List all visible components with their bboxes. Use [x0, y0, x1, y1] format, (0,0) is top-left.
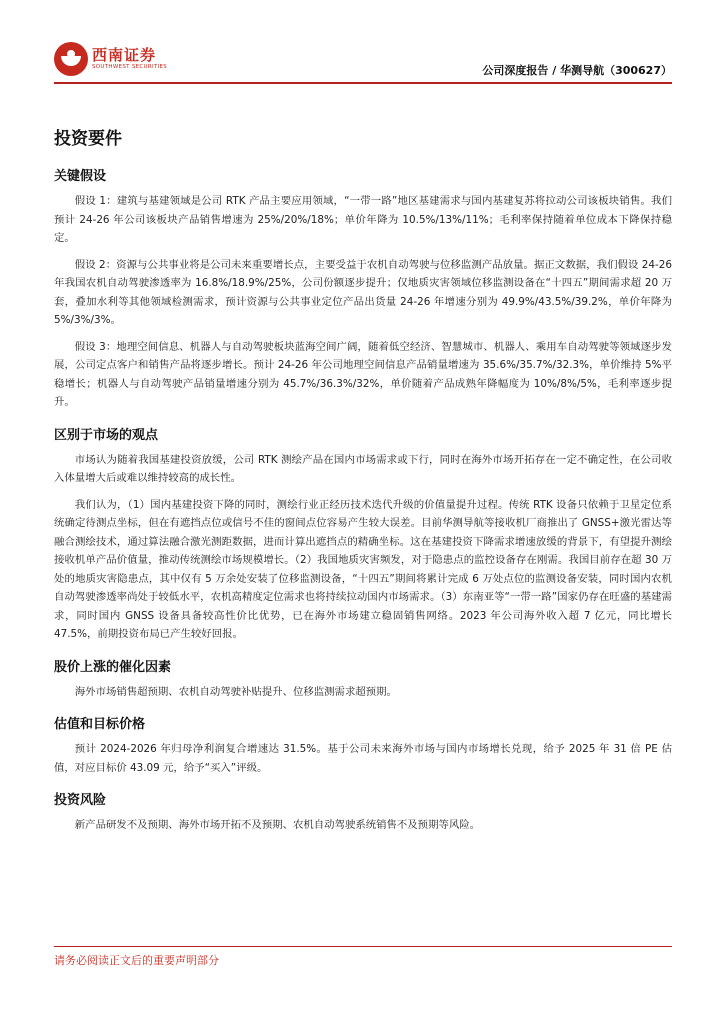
risks-paragraph: 新产品研发不及预期、海外市场开拓不及预期、农机自动驾驶系统销售不及预期等风险。: [74, 819, 481, 831]
section-heading: 股价上涨的催化因素: [54, 659, 172, 675]
assumption-3-paragraph: 假设 3：地理空间信息、机器人与自动驾驶板块蓝海空间广阔，随着低空经济、智慧城市、机器人、乘用车自动驾驶等领域逐步发展，公司定点客户和销售产品将逐步增长。预计 24-26 年公司地理空间信息产品销量增速为 35.6%/35.7%/32.3%，单价维持 5%平稳增长；机器人与自动驾驶产品销量增速分别为 45.7%/36.3%/32%，单价随着产品成熟年降幅度为 10%/8%/5%，毛利率逐步提升。: [54, 340, 672, 408]
section-risks: [54, 789, 672, 835]
market-view-paragraph: 市场认为随着我国基建投资放缓，公司 RTK 测绘产品在国内市场需求或下行，同时在海外市场开拓存在一定不确定性，在公司收入体量增大后或难以维持较高的成长性。: [54, 453, 672, 484]
section-market-view: [54, 424, 672, 644]
valuation-paragraph: 预计 2024-2026 年归母净利润复合增速达 31.5%。基于公司未来海外市场与国内市场增长兑现，给予 2025 年 31 倍 PE 估值，对应目标价 43.09 元，给予“买入”评级。: [54, 743, 672, 774]
section-heading: 区别于市场的观点: [54, 427, 159, 443]
catalysts-paragraph: 海外市场销售超预期、农机自动驾驶补贴提升、位移监测需求超预期。: [74, 685, 397, 698]
section-catalysts: [54, 656, 672, 702]
footer-disclaimer: 请务必阅读正文后的重要声明部分: [54, 954, 219, 967]
section-heading: 投资风险: [54, 793, 107, 808]
page-title: 投资要件: [54, 129, 122, 149]
page-header: [54, 38, 672, 82]
footer-divider: [54, 946, 672, 947]
assumption-1-paragraph: 假设 1：建筑与基建领域是公司 RTK 产品主要应用领域，“一带一路”地区基建需求与国内基建复苏将拉动公司该板块销售。我们预计 24-26 年公司该板块产品销售增速为 25%/20%/18%；单价年降为 10.5%/13%/11%；毛利率保持随着单位成本下降保持稳定。: [54, 195, 672, 244]
section-heading: 估值和目标价格: [54, 717, 146, 732]
main-content: [54, 124, 672, 843]
our-view-paragraph: 我们认为，（1）国内基建投资下降的同时，测绘行业正经历技术迭代升级的价值量提升过程。传统 RTK 设备只依赖于卫星定位系统确定待测点坐标，但在有遮挡点位或信号不佳的窗间点位容易产生较大误差。目前华测导航等接收机厂商推出了 GNSS+激光雷达等融合测绘技术，通过算法融合激光测距数据，进而计算出遮挡点的精确坐标。这在基建投资下降需求增速放缓的背景下，有望提升测绘接收机单产品价值量，推动传统测绘市场规模增长。（2）我国地质灾害频发，对于隐患点的监控设备存在刚需。我国目前存在超 30 万处的地质灾害隐患点，其中仅有 5 万余处安装了位移监测设备，“十四五”期间将累计完成 6 万处点位的监测设备安装，同时国内农机自动驾驶渗透率尚处于较低水平，农机高精度定位需求也将持续拉动国内市场需求。（3）东南亚等“一带一路”国家仍存在旺盛的基建需求，同时国内 GNSS 设备具备较高性价比优势，已在海外市场建立稳固销售网络。2023 年公司海外收入超 7 亿元，同比增长 47.5%，前期投资布局已产生较好回报。: [54, 498, 672, 640]
assumption-2-paragraph: 假设 2：资源与公共事业将是公司未来重要增长点，主要受益于农机自动驾驶与位移监测产品放量。据正文数据，我们假设 24-26 年我国农机自动驾驶渗透率为 16.8%/18.9%/25%，公司份额逐步提升；仅地质灾害领域位移监测设备在“十四五”期间需求超 20 万套，叠加水利等其他领域检测需求，预计资源与公共事业定位产品出货量 24-26 年增速分别为 49.9%/43.5%/39.2%，单价年降为 5%/3%/3%。: [54, 258, 672, 326]
sun-logo-icon: [54, 42, 88, 76]
report-type-label: 公司深度报告 / 华测导航（300627）: [482, 64, 672, 77]
section-heading: 关键假设: [54, 169, 107, 184]
southwest-securities-logo: [54, 42, 194, 78]
logo-chinese-name: 西南证券: [92, 46, 157, 64]
section-valuation: [54, 713, 672, 777]
header-divider: [54, 82, 672, 84]
section-key-assumptions: [54, 165, 672, 412]
logo-english-name: SOUTHWEST SECURITIES: [92, 64, 168, 70]
